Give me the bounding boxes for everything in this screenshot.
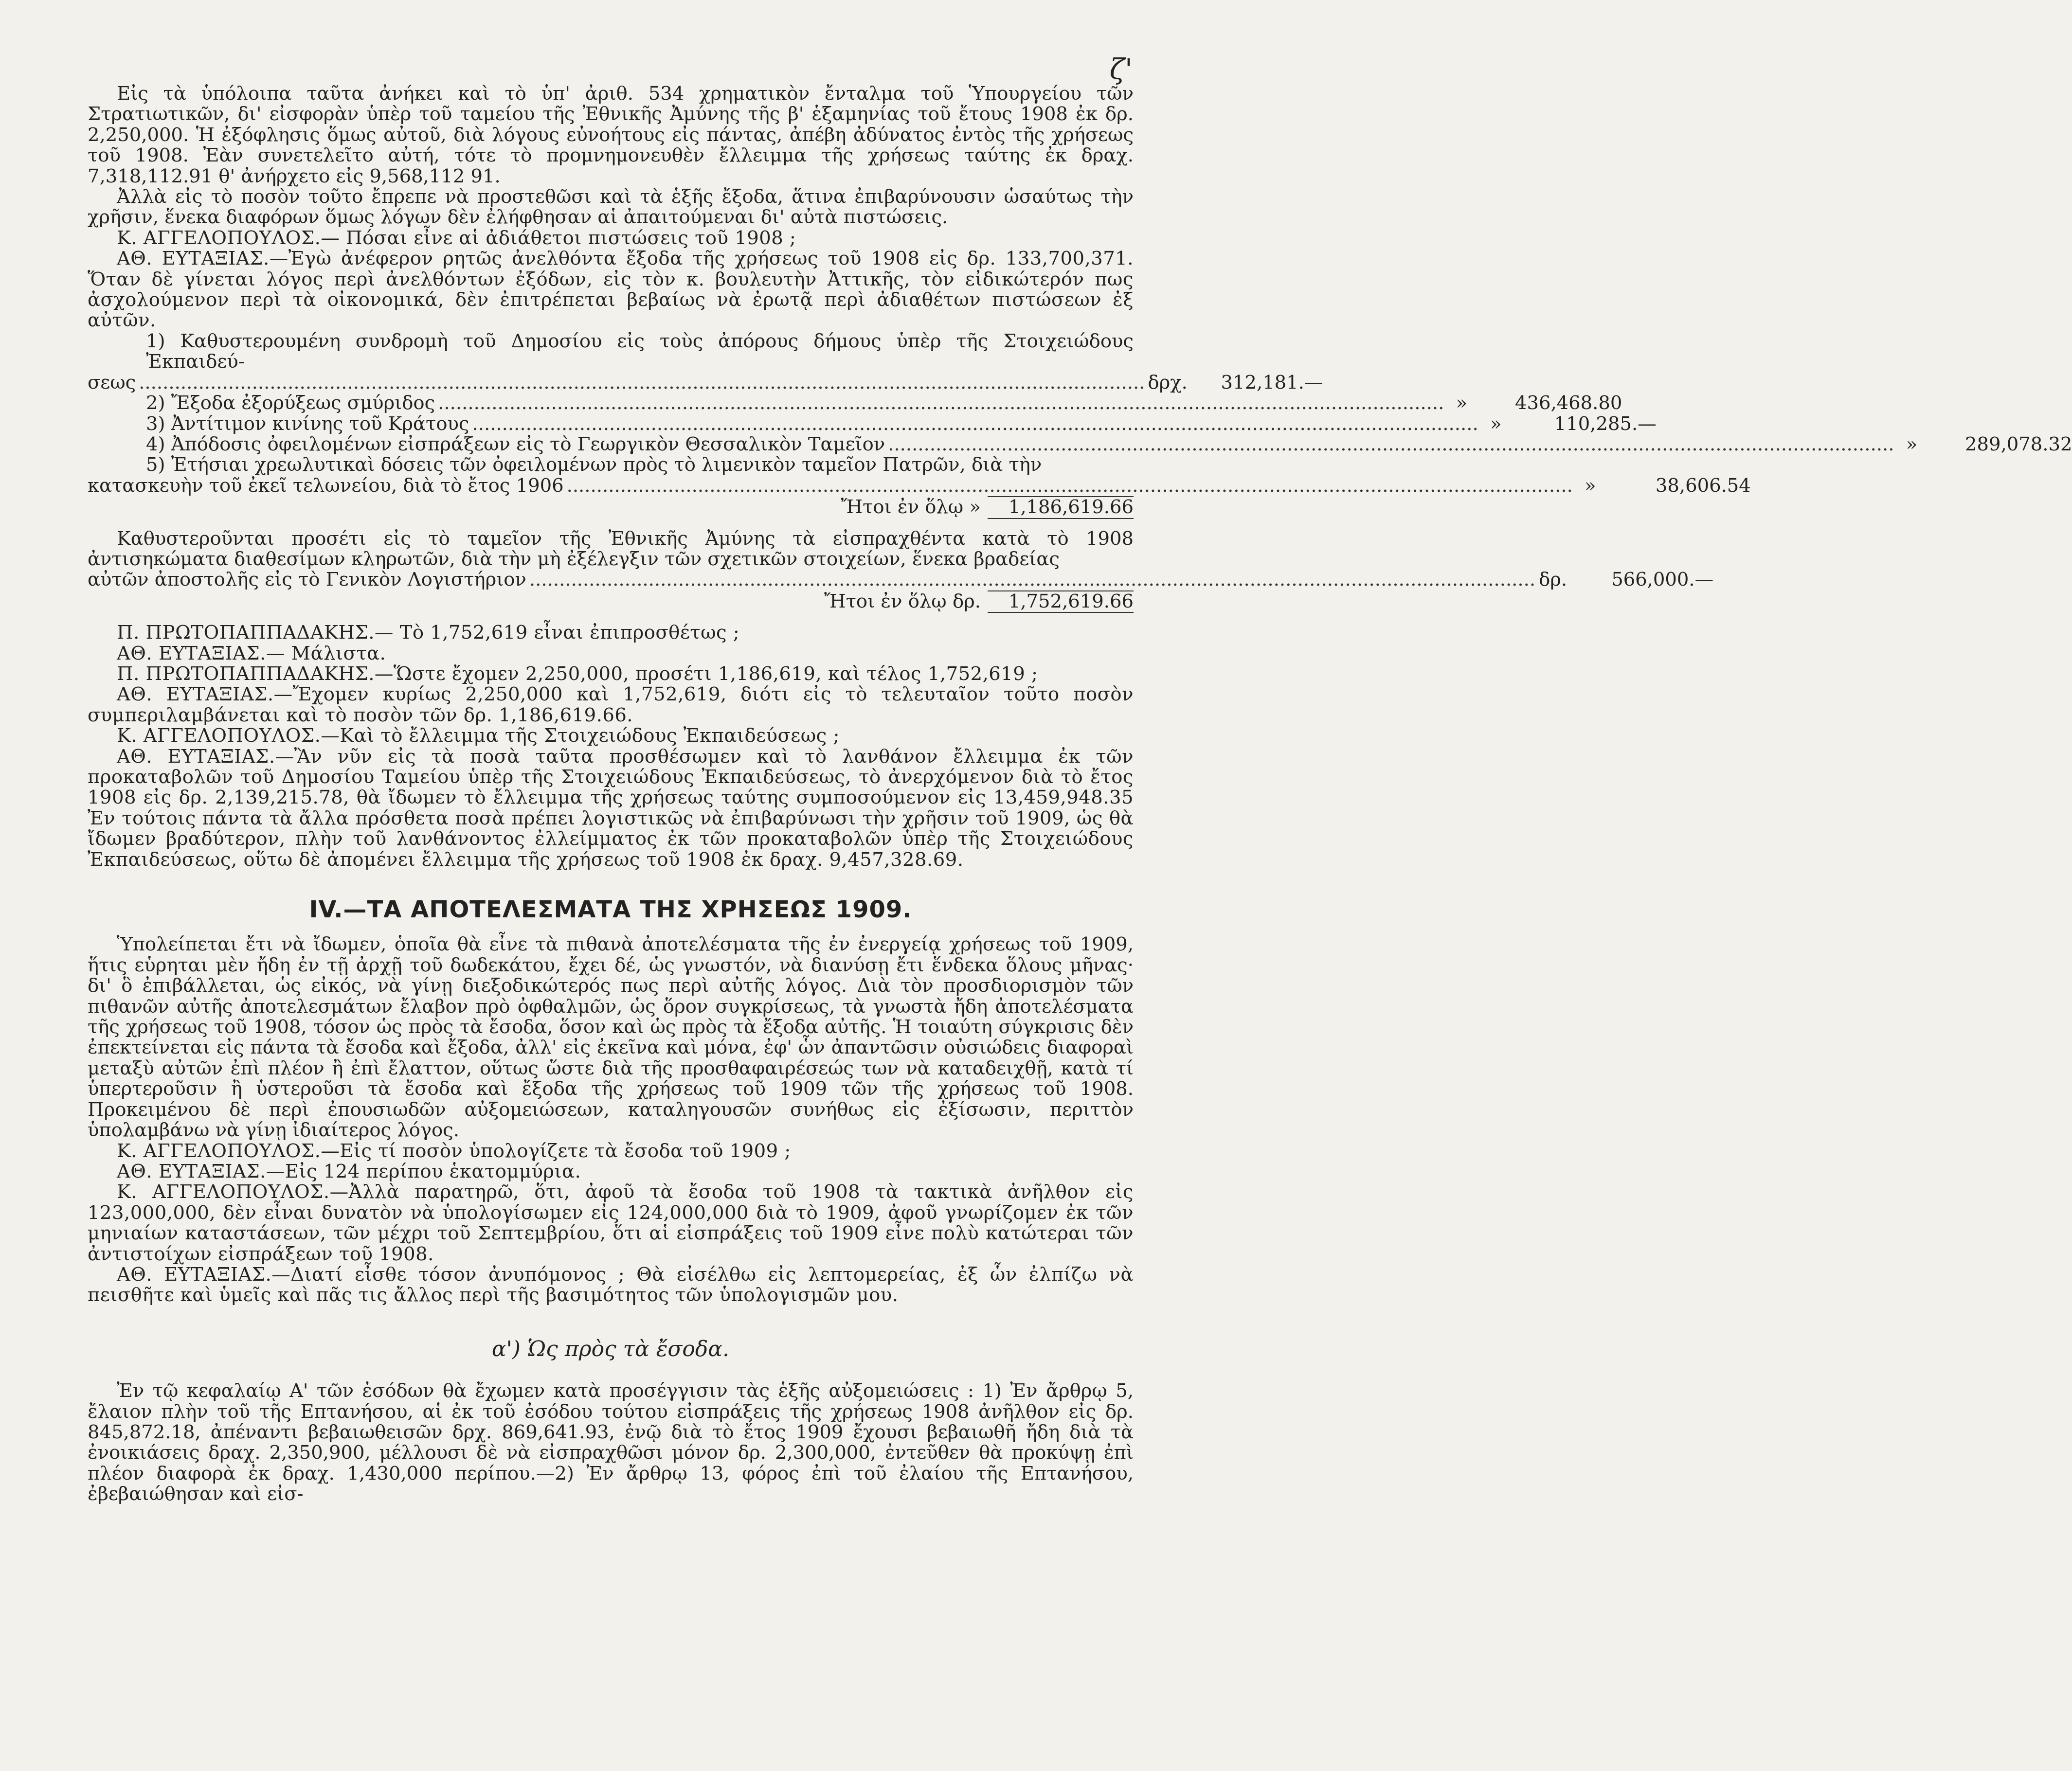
paragraph-results-1909: Ὑπολείπεται ἔτι νὰ ἴδωμεν, ὁποῖα θὰ εἶνε τὰ πιθανὰ ἀποτελέσματα τῆς ἐν ἐνεργείᾳ χρήσεως τοῦ 1909, ἥτις εὑρηται μὲν ἤδη ἐν τῇ ἀρχῇ τοῦ δωδεκάτου, ἔχει δέ, ὡς γνωστόν, νὰ διανύσῃ ἔτι ἕνδεκα ὅλους μῆνας· δι' ὃ ἐπιβάλλεται, ὡς εἰκός, νὰ γίνῃ διεξοδικώτερός πως περὶ αὐτῆς λόγος. Διὰ τὸν προσδιορισμὸν τῶν πιθανῶν αὐτῆς ἀποτελεσμάτων ἔλαβον πρὸ ὀφθαλμῶν, ὡς ὅρον συγκρίσεως, τὰ γνωστὰ ἤδη ἀποτελέσματα τῆς χρήσεως τοῦ 1908, τόσον ὡς πρὸς τὰ ἔσοδα, ὅσον καὶ ὡς πρὸς τὰ ἔξοδα αὐτῆς. Ἡ τοιαύτη σύγκρισις δὲν ἐπεκτείνεται εἰς πάντα τὰ ἔσοδα καὶ ἔξοδα, ἀλλ' εἰς ἐκεῖνα καὶ μόνα, ἐφ' ὧν ἀπαντῶσιν οὐσιώδεις διαφοραὶ μεταξὺ αὐτῶν ἐπὶ πλέον ἢ ἐπὶ ἔλαττον, οὕτως ὥστε διὰ τῆς προσθαφαιρέσεώς των νὰ καταδειχθῇ, κατὰ τί ὑπερτεροῦσιν ἢ ὑστεροῦσι τὰ ἔσοδα καὶ ἔξοδα τῆς χρήσεως τοῦ 1909 τῶν τῆς χρήσεως τοῦ 1908. Προκειμένου δὲ περὶ ἐπουσιωδῶν αὐξομειώσεων, καταληγουσῶν συνήθως εἰς ἐξίσωσιν, περιττὸν ὑπολαμβάνω νὰ γίνῃ ἰδιαίτερος λόγος. — [88, 933, 1134, 1142]
expense-item-1-first-line: 1) Καθυστερουμένη συνδρομὴ τοῦ Δημοσίου εἰς τοὺς ἀπόρους δήμους ὑπὲρ τῆς Στοιχειώδους Ἐκπαιδεύ- — [146, 330, 1134, 373]
expense-item-1-label: σεως — [88, 371, 136, 394]
dot-leader: ......................................................................................................................................................................... — [529, 569, 1536, 591]
dot-leader: ......................................................................................................................................................................... — [888, 433, 1894, 455]
expense-item-3-unit: » — [1490, 412, 1502, 435]
paragraph-remaining-warrant: Εἰς τὰ ὑπόλοιπα ταῦτα ἀνήκει καὶ τὸ ὑπ' ἀριθ. 534 χρηματικὸν ἔνταλμα τοῦ Ὑπουργείου τῶν Στρατιωτικῶν, δι' εἰσφορὰν ὑπὲρ τοῦ ταμείου τῆς Ἐθνικῆς Ἀμύνης τῆς β' ἑξαμηνίας τοῦ ἔτους 1908 ἐκ δρ. 2,250,000. Ἡ ἐξόφλησις ὅμως αὐτοῦ, διὰ λόγους εὐνοήτους εἰς πάντας, ἀπέβη ἀδύνατος ἐντὸς τῆς χρήσεως τοῦ 1908. Ἐὰν συνετελεῖτο αὐτή, τότε τὸ προμνημονευθὲν ἔλλειμμα τῆς χρήσεως ταύτης ἐκ δραχ. 7,318,112.91 θ' ἀνήρχετο εἰς 9,568,112 91. — [88, 83, 1134, 187]
section-heading: IV.—ΤΑ ΑΠΟΤΕΛΕΣΜΑΤΑ ΤΗΣ ΧΡΗΣΕΩΣ 1909. — [309, 896, 912, 924]
national-defense-unit: δρ. — [1539, 569, 1568, 591]
speech-angelopoulos-3: Κ. ΑΓΓΕΛΟΠΟΥΛΟΣ.—Εἰς τί ποσὸν ὑπολογίζετε τὰ ἔσοδα τοῦ 1909 ; — [117, 1140, 791, 1162]
dot-leader: ......................................................................................................................................................................... — [472, 412, 1478, 435]
expense-item-2-label: 2) Ἔξοδα ἐξορύξεως σμύριδος — [146, 392, 435, 414]
speech-eftaxias-2: ΑΘ. ΕΥΤΑΞΙΑΣ.— Μάλιστα. — [117, 642, 386, 664]
speech-angelopoulos-4: Κ. ΑΓΓΕΛΟΠΟΥΛΟΣ.—Ἀλλὰ παρατηρῶ, ὅτι, ἀφοῦ τὰ ἔσοδα τοῦ 1908 τὰ τακτικὰ ἀνῆλθον εἰς 123,000,000, δὲν εἶναι δυνατὸν νὰ ὑπολογίσωμεν εἰς 124,000,000 διὰ τὸ 1909, ἀφοῦ γνωρίζομεν ἐκ τῶν μηνιαίων καταστάσεων, τῶν μέχρι τοῦ Σεπτεμβρίου, ὅτι αἱ εἰσπράξεις τοῦ 1909 εἶνε πολὺ κατώτεραι τῶν ἀντιστοίχων εἰσπράξεων τοῦ 1908. — [88, 1181, 1134, 1265]
expense-item-1-unit: δρχ. — [1148, 371, 1188, 394]
expense-item-2-amount: 436,468.80 — [1514, 392, 1622, 414]
expense-item-1-amount: 312,181.— — [1221, 371, 1323, 394]
expense-item-4-label: 4) Ἀπόδοσις ὀφειλομένων εἰσπράξεων εἰς τὸ Γεωργικὸν Θεσσαλικὸν Ταμεῖον — [146, 433, 885, 455]
paragraph-national-defense: Καθυστεροῦνται προσέτι εἰς τὸ ταμεῖον τῆς Ἐθνικῆς Ἀμύνης τὰ εἰσπραχθέντα κατὰ τὸ 1908 ἀντισηκώματα διαθεσίμων κληρωτῶν, διὰ τὴν μὴ ἐξέλεγξιν τῶν σχετικῶν στοιχείων, ἕνεκα βραδείας — [88, 527, 1134, 570]
expense-item-5-label: κατασκευὴν τοῦ ἐκεῖ τελωνείου, διὰ τὸ ἔτος 1906 — [88, 474, 564, 497]
expense-item-5-unit: » — [1585, 474, 1596, 497]
speech-eftaxias-6: ΑΘ. ΕΥΤΑΞΙΑΣ.—Διατί εἶσθε τόσον ἀνυπόμονος ; Θὰ εἰσέλθω εἰς λεπτομερείας, ἐξ ὧν ἐλπίζω νὰ πεισθῆτε καὶ ὑμεῖς καὶ πᾶς τις ἄλλος περὶ τῆς βασιμότητος τῶν ὑπολογισμῶν μου. — [88, 1263, 1134, 1306]
expense-item-3 — [88, 412, 1657, 435]
speech-eftaxias-4: ΑΘ. ΕΥΤΑΞΙΑΣ.—Ἂν νῦν εἰς τὰ ποσὰ ταῦτα προσθέσωμεν καὶ τὸ λανθάνον ἔλλειμμα ἐκ τῶν προκαταβολῶν τοῦ Δημοσίου Ταμείου ὑπὲρ τῆς Στοιχειώδους Ἐκπαιδεύσεως, τὸ ἀνερχόμενον διὰ τὸ ἔτος 1908 εἰς δρ. 2,139,215.78, θὰ ἴδωμεν τὸ ἔλλειμμα τῆς χρήσεως ταύτης συμποσούμενον εἰς 13,459,948.35 Ἐν τούτοις πάντα τὰ ἄλλα πρόσθετα ποσὰ πρέπει λογιστικῶς νὰ ἐπιβαρύνωσι τὴν χρῆσιν τοῦ 1909, ὡς θὰ ἴδωμεν βραδύτερον, πλὴν τοῦ λανθάνοντος ἐλλείμματος ἐκ τῶν προκαταβολῶν ὑπὲρ τῆς Στοιχειώδους Ἐκπαιδεύσεως, οὕτω δὲ ἀπομένει ἔλλειμμα τῆς χρήσεως τοῦ 1908 ἐκ δραχ. 9,457,328.69. — [88, 745, 1134, 871]
national-defense-row — [88, 569, 1714, 591]
speech-protopappadakis-1: Π. ΠΡΩΤΟΠΑΠΠΑΔΑΚΗΣ.— Τὸ 1,752,619 εἶναι ἐπιπροσθέτως ; — [117, 622, 740, 644]
speech-angelopoulos-2: Κ. ΑΓΓΕΛΟΠΟΥΛΟΣ.—Καὶ τὸ ἔλλειμμα τῆς Στοιχειώδους Ἐκπαιδεύσεως ; — [117, 725, 840, 747]
document-body — [88, 83, 2072, 1505]
expense-item-2 — [88, 392, 1622, 414]
expense-item-4-amount: 289,078.32 — [1965, 433, 2072, 455]
expense-item-4 — [88, 433, 2072, 455]
speech-angelopoulos-1: Κ. ΑΓΓΕΛΟΠΟΥΛΟΣ.— Πόσαι εἶνε αἱ ἀδιάθετοι πιστώσεις τοῦ 1908 ; — [117, 227, 796, 249]
subtotal-label: Ἤτοι ἐν ὅλῳ » — [841, 496, 981, 519]
dot-leader: ......................................................................................................................................................................... — [438, 392, 1444, 414]
speech-eftaxias-5: ΑΘ. ΕΥΤΑΞΙΑΣ.—Εἰς 124 περίπου ἑκατομμύρια. — [117, 1160, 581, 1182]
subtotal-row — [88, 496, 1134, 519]
dot-leader: ......................................................................................................................................................................... — [139, 371, 1145, 394]
expense-item-2-unit: » — [1456, 392, 1468, 414]
expense-item-4-unit: » — [1906, 433, 1918, 455]
expense-item-1 — [88, 371, 1323, 394]
paragraph-revenue-chapter-a: Ἐν τῷ κεφαλαίῳ Α' τῶν ἐσόδων θὰ ἔχωμεν κατὰ προσέγγισιν τὰς ἑξῆς αὐξομειώσεις : 1) Ἐν ἄρθρῳ 5, ἔλαιον πλὴν τοῦ τῆς Επτανήσου, αἱ ἐκ τοῦ ἐσόδου τούτου εἰσπράξεις τῆς χρήσεως 1908 ἀνῆλθον εἰς δρ. 845,872.18, ἀπέναντι βεβαιωθεισῶν δρχ. 869,641.93, ἐνῷ διὰ τὸ ἔτος 1909 ἔχουσι βεβαιωθῆ ἤδη διὰ τὰ ἐνοικιάσεις δραχ. 2,350,900, μέλλουσι δὲ νὰ εἰσπραχθῶσι μόνον δρ. 2,300,000, ἐντεῦθεν θὰ προκύψῃ ἐπὶ πλέον διαφορὰ ἐκ δραχ. 1,430,000 περίπου.—2) Ἐν ἄρθρῳ 13, φόρος ἐπὶ τοῦ ἐλαίου τῆς Επτανήσου, ἐβεβαιώθησαν καὶ εἰσ- — [88, 1380, 1134, 1505]
subsection-heading: α') Ὡς πρὸς τὰ ἔσοδα. — [491, 1336, 730, 1361]
national-defense-label: αὐτῶν ἀποστολῆς εἰς τὸ Γενικὸν Λογιστήριον — [88, 569, 526, 591]
total-label: Ἤτοι ἐν ὅλῳ δρ. — [824, 590, 981, 612]
expense-item-5 — [88, 474, 1751, 497]
total-amount: 1,752,619.66 — [988, 590, 1134, 613]
expense-item-3-amount: 110,285.— — [1554, 412, 1657, 435]
paragraph-additional-expenses: Ἀλλὰ εἰς τὸ ποσὸν τοῦτο ἔπρεπε νὰ προστεθῶσι καὶ τὰ ἑξῆς ἔξοδα, ἅτινα ἐπιβαρύνουσιν ὡσαύτως τὴν χρῆσιν, ἕνεκα διαφόρων ὅμως λόγων δὲν ἐλήφθησαν αἱ ἀπαιτούμεναι δι' αὐτὰ πιστώσεις. — [88, 186, 1134, 229]
total-row — [88, 590, 1134, 613]
page-number: ζ' — [1109, 53, 1133, 86]
subtotal-amount: 1,186,619.66 — [988, 496, 1134, 519]
expense-item-5-amount: 38,606.54 — [1655, 474, 1751, 497]
speech-eftaxias-3: ΑΘ. ΕΥΤΑΞΙΑΣ.—Ἔχομεν κυρίως 2,250,000 καὶ 1,752,619, διότι εἰς τὸ τελευταῖον τοῦτο ποσὸν συμπεριλαμβάνεται καὶ τὸ ποσὸν τῶν δρ. 1,186,619.66. — [88, 683, 1134, 726]
speech-eftaxias-1: ΑΘ. ΕΥΤΑΞΙΑΣ.—Ἐγὼ ἀνέφερον ρητῶς ἀνελθόντα ἔξοδα τῆς χρήσεως τοῦ 1908 εἰς δρ. 133,700,371. Ὅταν δὲ γίνεται λόγος περὶ ἀνελθόντων ἐξόδων, εἰς τὸν κ. βουλευτὴν Ἀττικῆς, τὸν εἰδικώτερόν πως ἀσχολούμενον περὶ τὰ οἰκονομικά, δὲν ἐπιτρέπεται βεβαίως νὰ ἐρωτᾷ περὶ ἀδιαθέτων πιστώσεων ἐξ αὐτῶν. — [88, 248, 1134, 332]
expense-list — [88, 330, 2072, 519]
national-defense-amount: 566,000.— — [1611, 569, 1714, 591]
expense-item-5-first-line: 5) Ἐτήσιαι χρεωλυτικαὶ δόσεις τῶν ὀφειλομένων πρὸς τὸ λιμενικὸν ταμεῖον Πατρῶν, διὰ τὴν — [146, 454, 1042, 476]
speech-protopappadakis-2: Π. ΠΡΩΤΟΠΑΠΠΑΔΑΚΗΣ.—Ὥστε ἔχομεν 2,250,000, προσέτι 1,186,619, καὶ τέλος 1,752,619 ; — [117, 662, 1038, 685]
expense-item-3-label: 3) Ἀντίτιμον κινίνης τοῦ Κράτους — [146, 412, 469, 435]
dot-leader: ......................................................................................................................................................................... — [566, 474, 1573, 497]
